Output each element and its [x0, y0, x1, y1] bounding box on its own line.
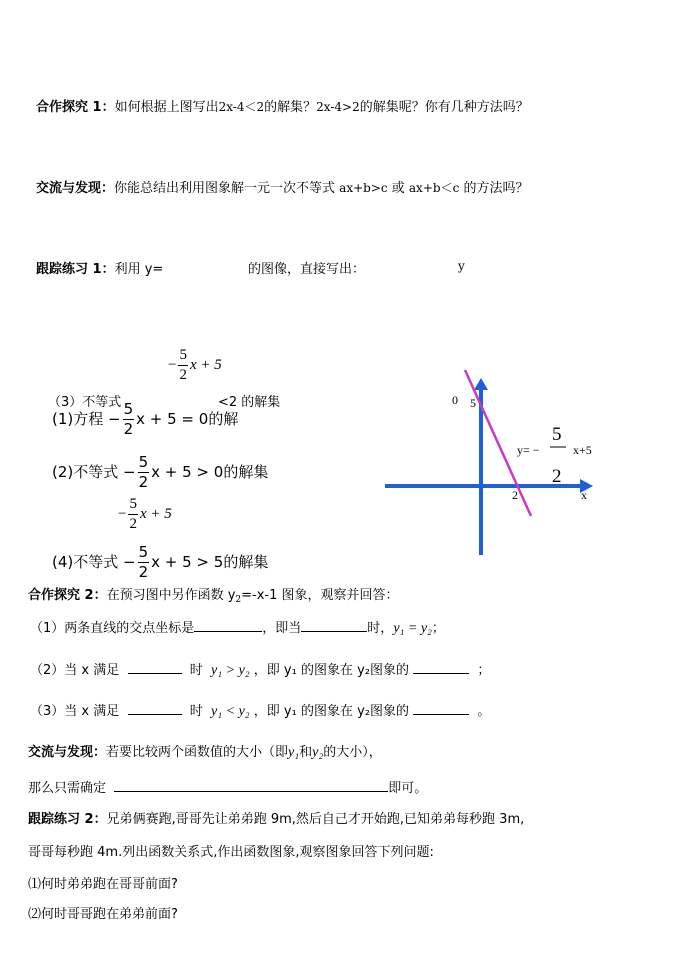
formula-minus: −	[168, 356, 177, 373]
discuss2-text-a: 若要比较两个函数值的大小（即	[106, 745, 289, 760]
item1-den: 2	[123, 420, 134, 438]
label-0: 0	[452, 393, 458, 407]
item2-num: 5	[138, 453, 149, 471]
item3-suffix: <2 的解集	[218, 395, 281, 410]
formula-den: 2	[179, 367, 187, 383]
q3-b: 时	[189, 704, 203, 719]
explore2-q2	[30, 659, 490, 679]
item1-prefix: (1)方程 −	[52, 410, 121, 428]
practice2-line1	[28, 808, 524, 827]
explore2-q3	[30, 700, 490, 720]
q2-d: ；	[477, 663, 491, 678]
formula-middle-den: 2	[129, 516, 137, 532]
explore2-q1	[30, 617, 445, 637]
item4-den: 2	[138, 563, 149, 581]
discuss1-text-b: 或	[391, 181, 405, 196]
practice1-heading: 跟踪练习 1：	[36, 262, 115, 277]
item1-line	[52, 402, 238, 437]
discuss2-line2-a: 那么只需确定	[28, 781, 107, 796]
eq-den: 2	[552, 466, 562, 487]
q2-blank-2	[413, 673, 469, 674]
q2-a: （2）当 x 满足	[30, 663, 120, 678]
explore1-text-a: 如何根据上图写出	[114, 100, 219, 115]
discuss2-line2-b: 即可。	[388, 781, 428, 796]
label-5: 5	[470, 396, 476, 410]
explore1-line	[36, 96, 529, 115]
eq-prefix: y= −	[517, 443, 540, 457]
discuss1-text-c: 的方法吗？	[463, 181, 529, 196]
discuss2-y2: y₂	[312, 745, 324, 760]
practice1-line	[36, 258, 163, 277]
eq-suffix: x+5	[573, 443, 592, 457]
q1-c: 时，	[367, 621, 394, 636]
discuss1-line	[36, 177, 528, 196]
item2-prefix: (2)不等式 −	[52, 463, 136, 481]
item1-suffix: x + 5 = 0的解	[136, 410, 239, 428]
practice2-line2: 哥哥每秒跑 4m.列出函数关系式,作出函数图象,观察图象回答下列问题:	[28, 845, 434, 860]
explore1-text-b: 的解集？	[264, 100, 317, 115]
explore2-sub: 2	[235, 595, 242, 605]
item4-num: 5	[138, 543, 149, 561]
q3-blank-2	[413, 714, 469, 715]
discuss1-heading: 交流与发现：	[36, 181, 115, 196]
discuss1-text-a: 你能总结出利用图象解一元一次不等式	[114, 181, 336, 196]
q1-blank-2	[301, 631, 367, 632]
formula-middle	[118, 497, 172, 532]
discuss2-y1: y₁	[288, 745, 300, 760]
practice1-text-c: y	[458, 259, 465, 273]
q1-d: ；	[431, 621, 445, 636]
q3-ineq: y₁ < y₂	[211, 704, 250, 719]
explore2-heading: 合作探究 2：	[28, 588, 107, 603]
formula-middle-minus: −	[118, 505, 127, 522]
eq-num: 5	[552, 424, 562, 445]
discuss2-line1	[28, 741, 382, 761]
formula-top	[168, 348, 222, 383]
explore1-heading: 合作探究 1：	[36, 100, 115, 115]
q3-c: ，即 y₁ 的图象在 y₂图象的	[253, 704, 410, 719]
discuss1-expr1: ax+b>c	[339, 181, 388, 195]
label-x: x	[581, 488, 587, 502]
discuss2-and: 和	[299, 745, 313, 760]
q3-d: 。	[477, 704, 491, 719]
discuss2-text-b: 的大小），	[323, 745, 382, 760]
explore1-expr2: 2x-4>2	[316, 100, 360, 114]
discuss1-expr2: ax+b＜c	[408, 181, 460, 195]
q1-a: （1）两条直线的交点坐标是	[30, 621, 195, 636]
q1-eq: y₁ = y₂	[393, 621, 432, 636]
practice2-heading: 跟踪练习 2：	[28, 812, 107, 827]
item2-line	[52, 455, 268, 490]
q2-blank-1	[128, 673, 182, 674]
q3-a: （3）当 x 满足	[30, 704, 120, 719]
item4-line	[52, 545, 268, 580]
label-2: 2	[512, 488, 518, 502]
explore1-text-c: 的解集呢？你有几种方法吗？	[359, 100, 529, 115]
item4-prefix: (4)不等式 −	[52, 553, 136, 571]
explore2-text-a: 在预习图中另作函数 y	[106, 588, 236, 603]
practice1-text-a: 利用 y=	[114, 262, 164, 277]
q2-c: ，即 y₁ 的图象在 y₂图象的	[253, 663, 410, 678]
q3-blank-1	[128, 714, 182, 715]
practice2-text-a: 兄弟俩赛跑,哥哥先让弟弟跑 9m,然后自己才开始跑,已知弟弟每秒跑 3m,	[106, 812, 525, 827]
formula-middle-num: 5	[129, 496, 137, 512]
q1-b: ，即当	[262, 621, 302, 636]
item4-suffix: x + 5 > 5的解集	[151, 553, 269, 571]
graph	[380, 360, 610, 565]
practice2-q1: ⑴何时弟弟跑在哥哥前面?	[28, 877, 178, 892]
item2-den: 2	[138, 473, 149, 491]
item1-num: 5	[123, 400, 134, 418]
item3-prefix: （3）不等式	[48, 395, 122, 410]
explore2-line	[28, 584, 399, 605]
q2-ineq: y₁ > y₂	[211, 663, 250, 678]
discuss2-line2	[28, 777, 427, 796]
discuss2-heading: 交流与发现：	[28, 745, 107, 760]
practice1-text-b: 的图像，直接写出：	[248, 262, 366, 277]
formula-middle-tail: x + 5	[139, 505, 172, 522]
q1-blank-1	[194, 631, 262, 632]
discuss2-blank	[114, 791, 388, 792]
explore1-expr1: 2x-4＜2	[218, 100, 265, 114]
q2-b: 时	[189, 663, 203, 678]
formula-tail: x + 5	[189, 356, 222, 373]
explore2-text-b: =-x-1 图象，观察并回答：	[241, 588, 399, 603]
item2-suffix: x + 5 > 0的解集	[151, 463, 269, 481]
practice2-q2: ⑵何时哥哥跑在弟弟前面?	[28, 907, 178, 922]
formula-num: 5	[179, 347, 187, 363]
y-axis-arrow-icon	[474, 378, 488, 390]
